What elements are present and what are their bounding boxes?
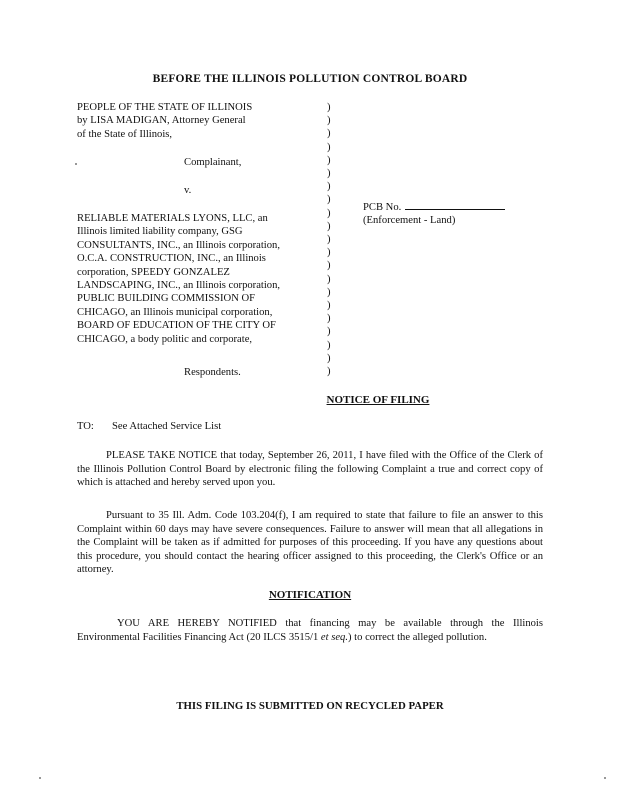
respondent-line: CHICAGO, an Illinois municipal corporation, bbox=[77, 306, 273, 318]
scan-speck bbox=[39, 777, 41, 779]
paren: ) bbox=[327, 326, 331, 338]
respondent-line: RELIABLE MATERIALS LYONS, LLC, an bbox=[77, 213, 268, 224]
paren: ) bbox=[327, 154, 331, 166]
respondent-line: BOARD OF EDUCATION OF THE CITY OF bbox=[77, 320, 276, 332]
paren: ) bbox=[327, 102, 331, 113]
respondents-block bbox=[77, 212, 327, 346]
paren: ) bbox=[327, 181, 331, 193]
pcb-label: PCB No. bbox=[363, 202, 402, 213]
paren: ) bbox=[327, 273, 331, 285]
scan-speck bbox=[75, 163, 77, 165]
paren: ) bbox=[327, 339, 331, 351]
document-title: BEFORE THE ILLINOIS POLLUTION CONTROL BOARD bbox=[152, 73, 468, 85]
paren: ) bbox=[327, 128, 331, 140]
notification-heading: NOTIFICATION bbox=[268, 589, 352, 601]
paren: ) bbox=[327, 234, 331, 246]
paren: ) bbox=[327, 115, 331, 127]
notification-paragraph: YOU ARE HEREBY NOTIFIED that financing may be available through the Illinois Environmental Facilities Financing Act (20 ILCS 3515/1 et seq.) to correct the alleged pollution. bbox=[77, 618, 543, 643]
paren: ) bbox=[327, 300, 331, 312]
respondent-line: Illinois limited liability company, GSG bbox=[77, 226, 243, 238]
complainant-line: of the State of Illinois, bbox=[77, 128, 173, 140]
pcb-type: (Enforcement - Land) bbox=[363, 215, 456, 227]
paren: ) bbox=[327, 141, 331, 153]
respondent-line: CHICAGO, a body politic and corporate, bbox=[77, 333, 253, 345]
paren: ) bbox=[327, 194, 331, 206]
recycled-paper-footer: THIS FILING IS SUBMITTED ON RECYCLED PAPER bbox=[176, 700, 444, 712]
paren: ) bbox=[327, 313, 331, 325]
respondent-line: LANDSCAPING, INC., an Illinois corporation, bbox=[77, 280, 281, 292]
respondents-label: Respondents. bbox=[184, 367, 241, 378]
to-text: See Attached Service List bbox=[112, 421, 222, 432]
notice-paragraph: PLEASE TAKE NOTICE that today, September 26, 2011, I have filed with the Office of the Clerk of the Illinois Pollution Control Board by electronic filing the following Complaint a true and correct copy of which is attached and hereby served upon you. bbox=[77, 450, 543, 489]
versus-label: v. bbox=[184, 185, 192, 196]
pcb-number-blank bbox=[405, 200, 505, 210]
paren: ) bbox=[327, 286, 331, 298]
respondent-line: corporation, SPEEDY GONZALEZ bbox=[77, 266, 230, 278]
paren: ) bbox=[327, 220, 331, 232]
complainant-line: PEOPLE OF THE STATE OF ILLINOIS bbox=[77, 102, 253, 113]
complainant-label: Complainant, bbox=[184, 157, 242, 168]
paren: ) bbox=[327, 260, 331, 272]
respondent-line: PUBLIC BUILDING COMMISSION OF bbox=[77, 293, 256, 305]
notice-heading: NOTICE OF FILING bbox=[326, 394, 430, 406]
respondent-line: O.C.A. CONSTRUCTION, INC., an Illinois bbox=[77, 253, 266, 265]
pcb-block bbox=[363, 200, 505, 228]
paren: ) bbox=[327, 352, 331, 364]
paren: ) bbox=[327, 247, 331, 259]
to-label: TO: bbox=[77, 421, 94, 432]
paren: ) bbox=[327, 366, 331, 378]
respondent-line: CONSULTANTS, INC., an Illinois corporation, bbox=[77, 239, 280, 251]
paren: ) bbox=[327, 207, 331, 219]
paren: ) bbox=[327, 168, 331, 180]
caption-parentheses bbox=[327, 101, 331, 378]
complainant-line: by LISA MADIGAN, Attorney General bbox=[77, 115, 246, 127]
complainant-block bbox=[77, 101, 327, 141]
rule-paragraph: Pursuant to 35 Ill. Adm. Code 103.204(f), I am required to state that failure to file an answer to this Complaint within 60 days may have severe consequences. Failure to answer will mean that all allegations in the Complaint will be taken as if admitted for purposes of this proceeding. If you have any questions about this procedure, you should contact the hearing officer assigned to this proceeding, the Clerk's Office or an attorney. bbox=[77, 510, 543, 576]
scan-speck bbox=[604, 777, 606, 779]
